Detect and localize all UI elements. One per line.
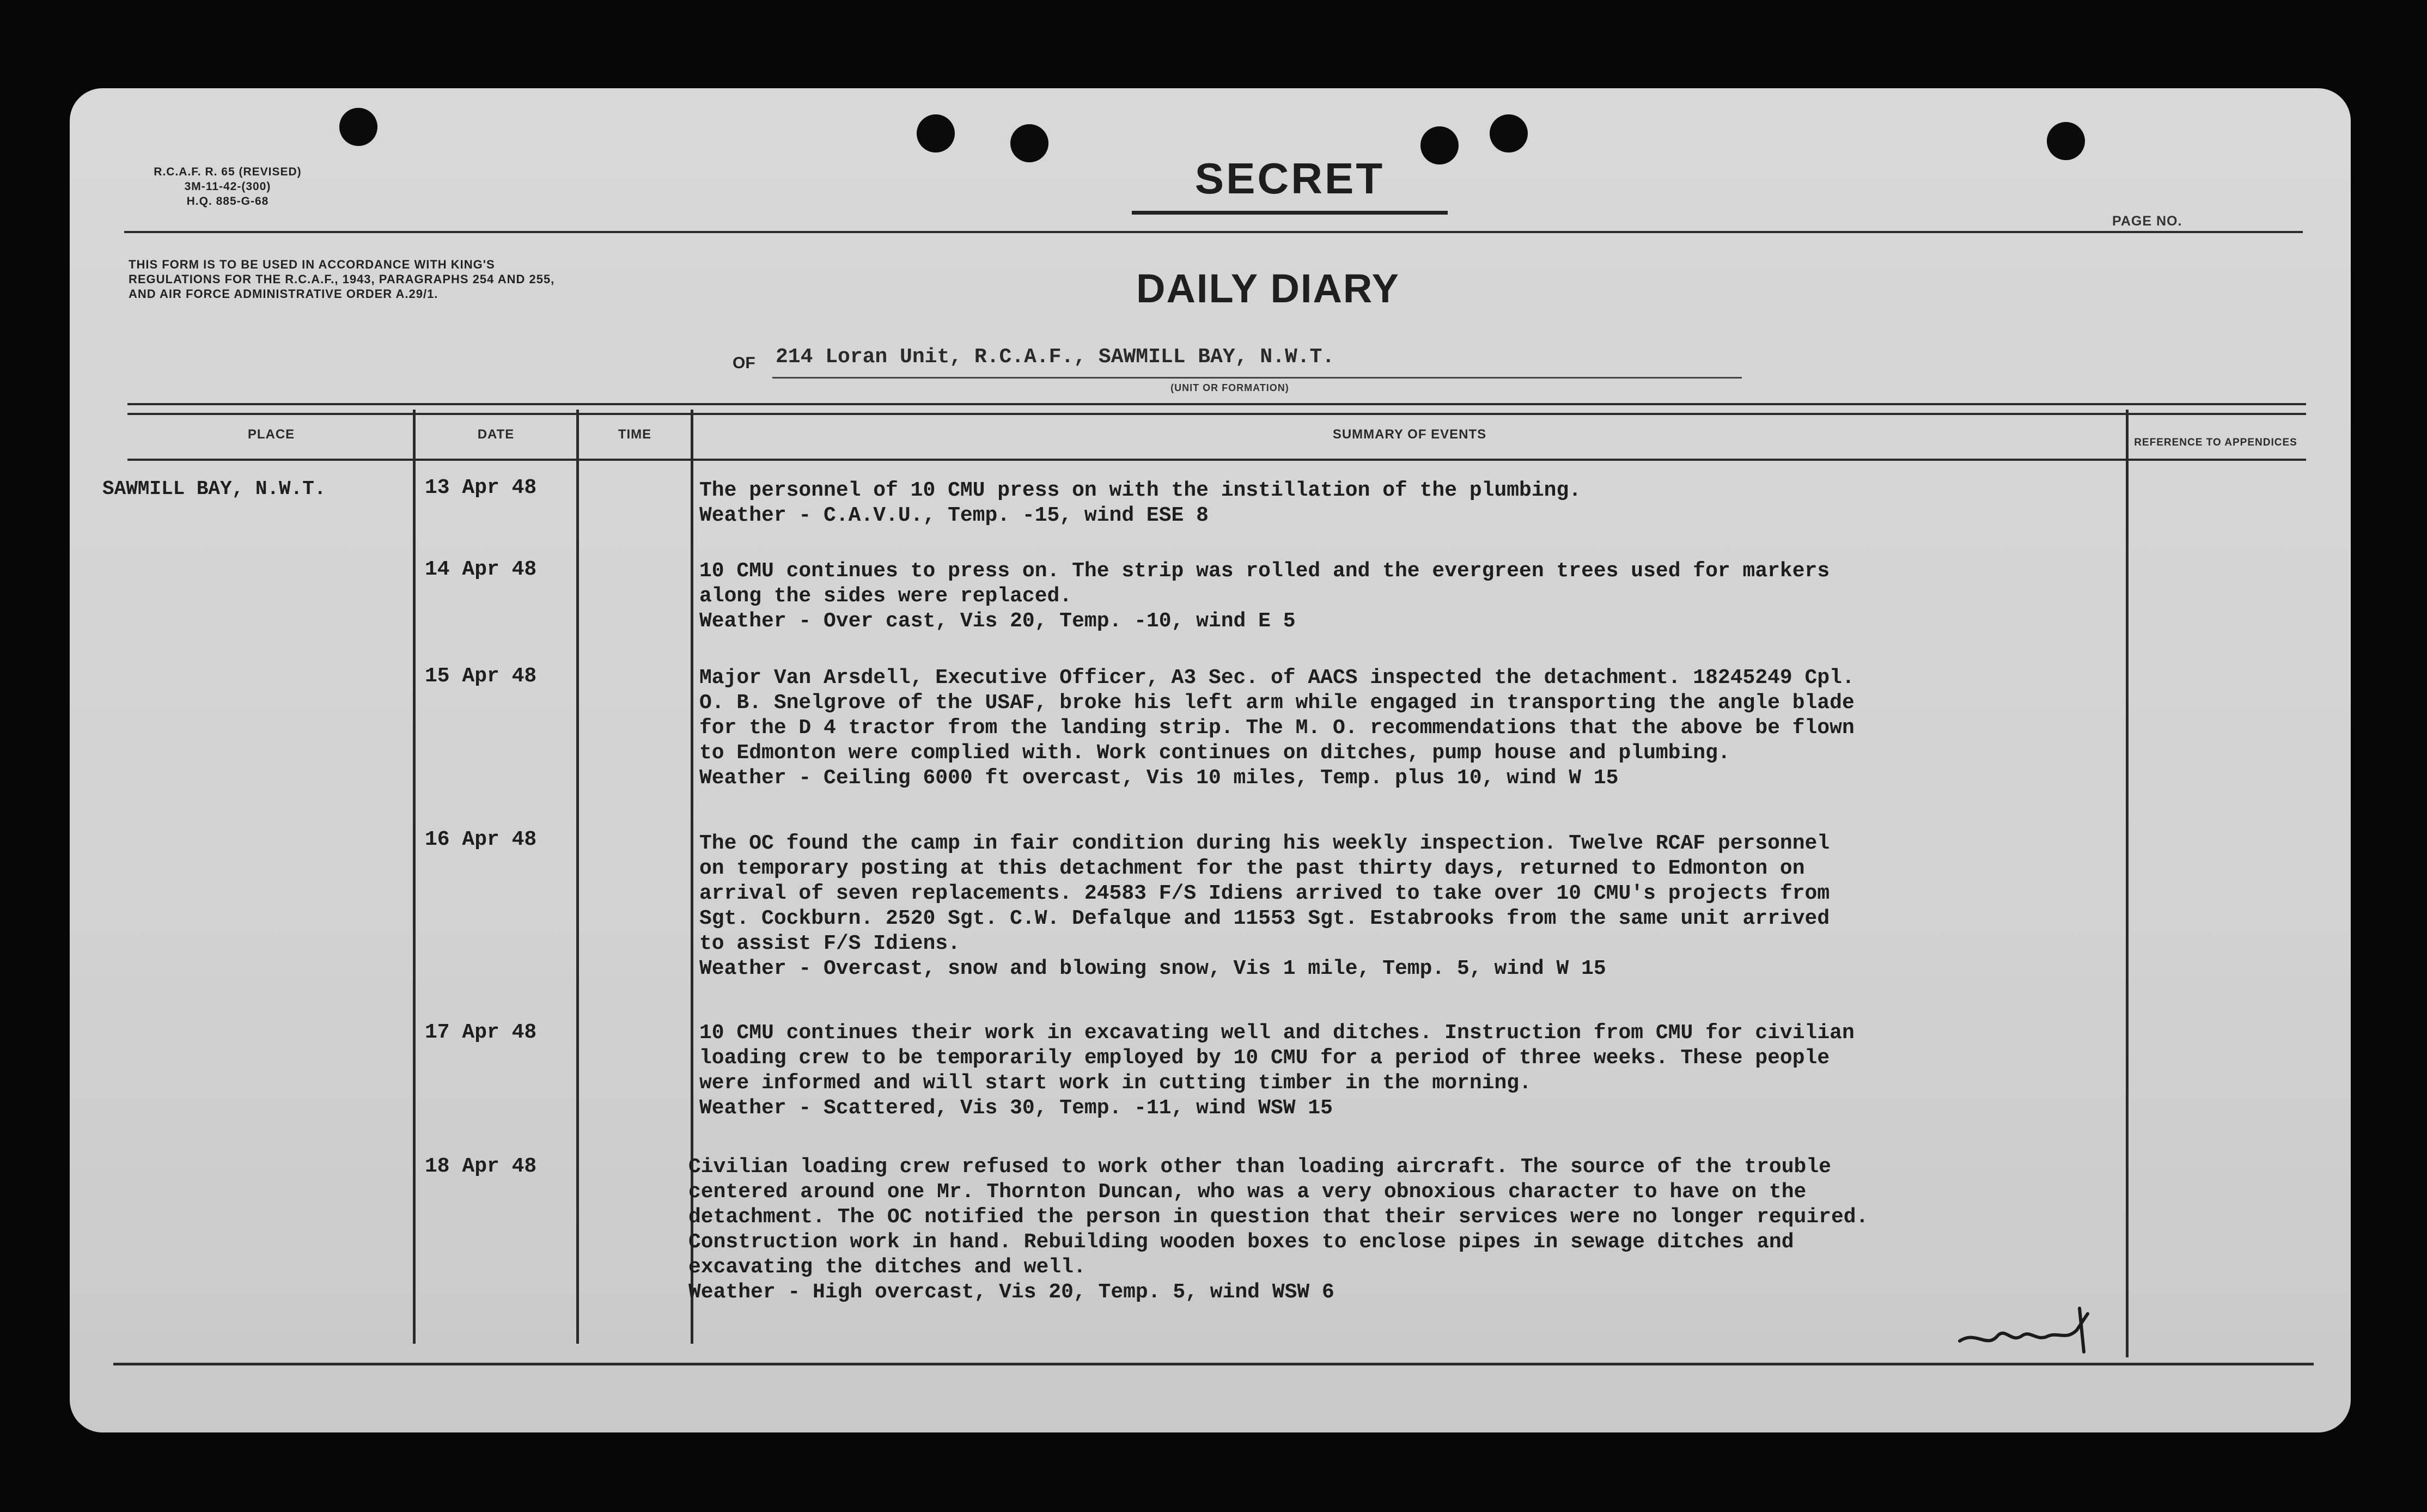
entry-line: Construction work in hand. Rebuilding wooden boxes to enclose pipes in sewage ditches and [688,1230,1794,1254]
entry-line: 10 CMU continues to press on. The strip was rolled and the evergreen trees used for markers [699,559,1830,583]
form-instructions: THIS FORM IS TO BE USED IN ACCORDANCE WITH KING'S REGULATIONS FOR THE R.C.A.F., 1943, PARAGRAPHS 254 AND 255, AND AIR FORCE ADMINISTRATIVE ORDER A.29/1. [129,258,555,301]
entry-line: excavating the ditches and well. [688,1255,1086,1279]
entry-summary [688,1155,2132,1305]
entry-date: 15 Apr 48 [425,664,537,688]
entry-line: were informed and will start work in cutting timber in the morning. [699,1071,1532,1095]
classification-stamp: SECRET [1194,154,1385,203]
unit-of-label: OF [733,354,755,372]
handwritten-initials-signature [1949,1297,2101,1357]
entry-line: The OC found the camp in fair condition during his weekly inspection. Twelve RCAF personnel [699,832,1830,855]
entry-date: 13 Apr 48 [425,476,537,499]
entry-line: along the sides were replaced. [699,584,1072,608]
punch-hole [1010,124,1048,162]
punch-hole [1490,114,1528,153]
punch-hole [2047,122,2085,160]
column-header-reference: REFERENCE TO APPENDICES [2134,437,2297,448]
form-code [146,164,309,209]
entry-line: arrival of seven replacements. 24583 F/S Idiens arrived to take over 10 CMU's projects from [699,882,1830,905]
form-code-line: 3M-11-42-(300) [184,180,271,193]
entry-line: Weather - Scattered, Vis 30, Temp. -11, wind WSW 15 [699,1096,1333,1120]
entry-date: 14 Apr 48 [425,558,537,581]
place-cell: SAWMILL BAY, N.W.T. [102,478,326,500]
column-header-place: PLACE [247,427,295,442]
entry-summary [699,831,2143,981]
entry-line: to assist F/S Idiens. [699,932,960,955]
table-top-rule-inner [127,413,2306,415]
classification-underline [1132,211,1448,215]
entry-line: loading crew to be temporarily employed by 10 CMU for a period of three weeks. These people [699,1046,1830,1070]
entry-date: 16 Apr 48 [425,828,537,851]
header-rule [124,231,2303,233]
entry-summary [699,666,2143,791]
entry-date: 18 Apr 48 [425,1155,537,1178]
punch-hole [339,108,377,146]
page-number-label: PAGE NO. [2112,214,2182,229]
entry-line: on temporary posting at this detachment for the past thirty days, returned to Edmonton on [699,857,1805,880]
page-title: DAILY DIARY [1136,266,1400,311]
table-top-rule [127,403,2306,405]
punch-hole [917,114,955,153]
entry-line: Weather - Ceiling 6000 ft overcast, Vis 10 miles, Temp. plus 10, wind W 15 [699,766,1619,790]
entry-line: detachment. The OC notified the person in question that their services were no longer required. [688,1205,1869,1229]
entry-line: for the D 4 tractor from the landing strip. The M. O. recommendations that the above be flown [699,716,1855,740]
column-header-date: DATE [477,427,515,442]
unit-name: 214 Loran Unit, R.C.A.F., SAWMILL BAY, N.W.T. [776,345,1335,369]
entry-line: Sgt. Cockburn. 2520 Sgt. C.W. Defalque and 11553 Sgt. Estabrooks from the same unit arrived [699,907,1830,930]
unit-underline [772,377,1742,379]
unit-caption: (UNIT OR FORMATION) [1170,382,1289,393]
column-header-summary: SUMMARY OF EVENTS [1332,427,1487,442]
table-bottom-rule [113,1363,2314,1365]
form-code-line: R.C.A.F. R. 65 (REVISED) [154,166,302,178]
entry-line: Weather - C.A.V.U., Temp. -15, wind ESE 8 [699,504,1209,527]
entry-line: to Edmonton were complied with. Work continues on ditches, pump house and plumbing. [699,741,1730,765]
entry-line: Civilian loading crew refused to work other than loading aircraft. The source of the trouble [688,1155,1831,1179]
form-code-line: H.Q. 885-G-68 [186,195,269,208]
entry-line: Weather - Over cast, Vis 20, Temp. -10, wind E 5 [699,609,1296,633]
column-divider [413,410,416,1344]
column-header-time: TIME [618,427,652,442]
entry-line: The personnel of 10 CMU press on with the instillation of the plumbing. [699,479,1582,502]
entry-summary [699,559,2143,634]
entry-line: Weather - High overcast, Vis 20, Temp. 5, wind WSW 6 [688,1281,1334,1304]
column-divider [576,410,579,1344]
entry-date: 17 Apr 48 [425,1021,537,1044]
entry-summary [699,1021,2143,1121]
entry-line: 10 CMU continues their work in excavating well and ditches. Instruction from CMU for civilian [699,1021,1855,1045]
entry-line: O. B. Snelgrove of the USAF, broke his left arm while engaged in transporting the angle blade [699,691,1855,715]
entry-line: Major Van Arsdell, Executive Officer, A3 Sec. of AACS inspected the detachment. 18245249 Cpl. [699,666,1855,690]
entry-line: Weather - Overcast, snow and blowing snow, Vis 1 mile, Temp. 5, wind W 15 [699,957,1606,980]
diary-form-sheet [70,88,2351,1432]
entry-line: centered around one Mr. Thornton Duncan, who was a very obnoxious character to have on the [688,1180,1807,1204]
entry-summary [699,478,2143,528]
table-header-rule [127,459,2306,461]
